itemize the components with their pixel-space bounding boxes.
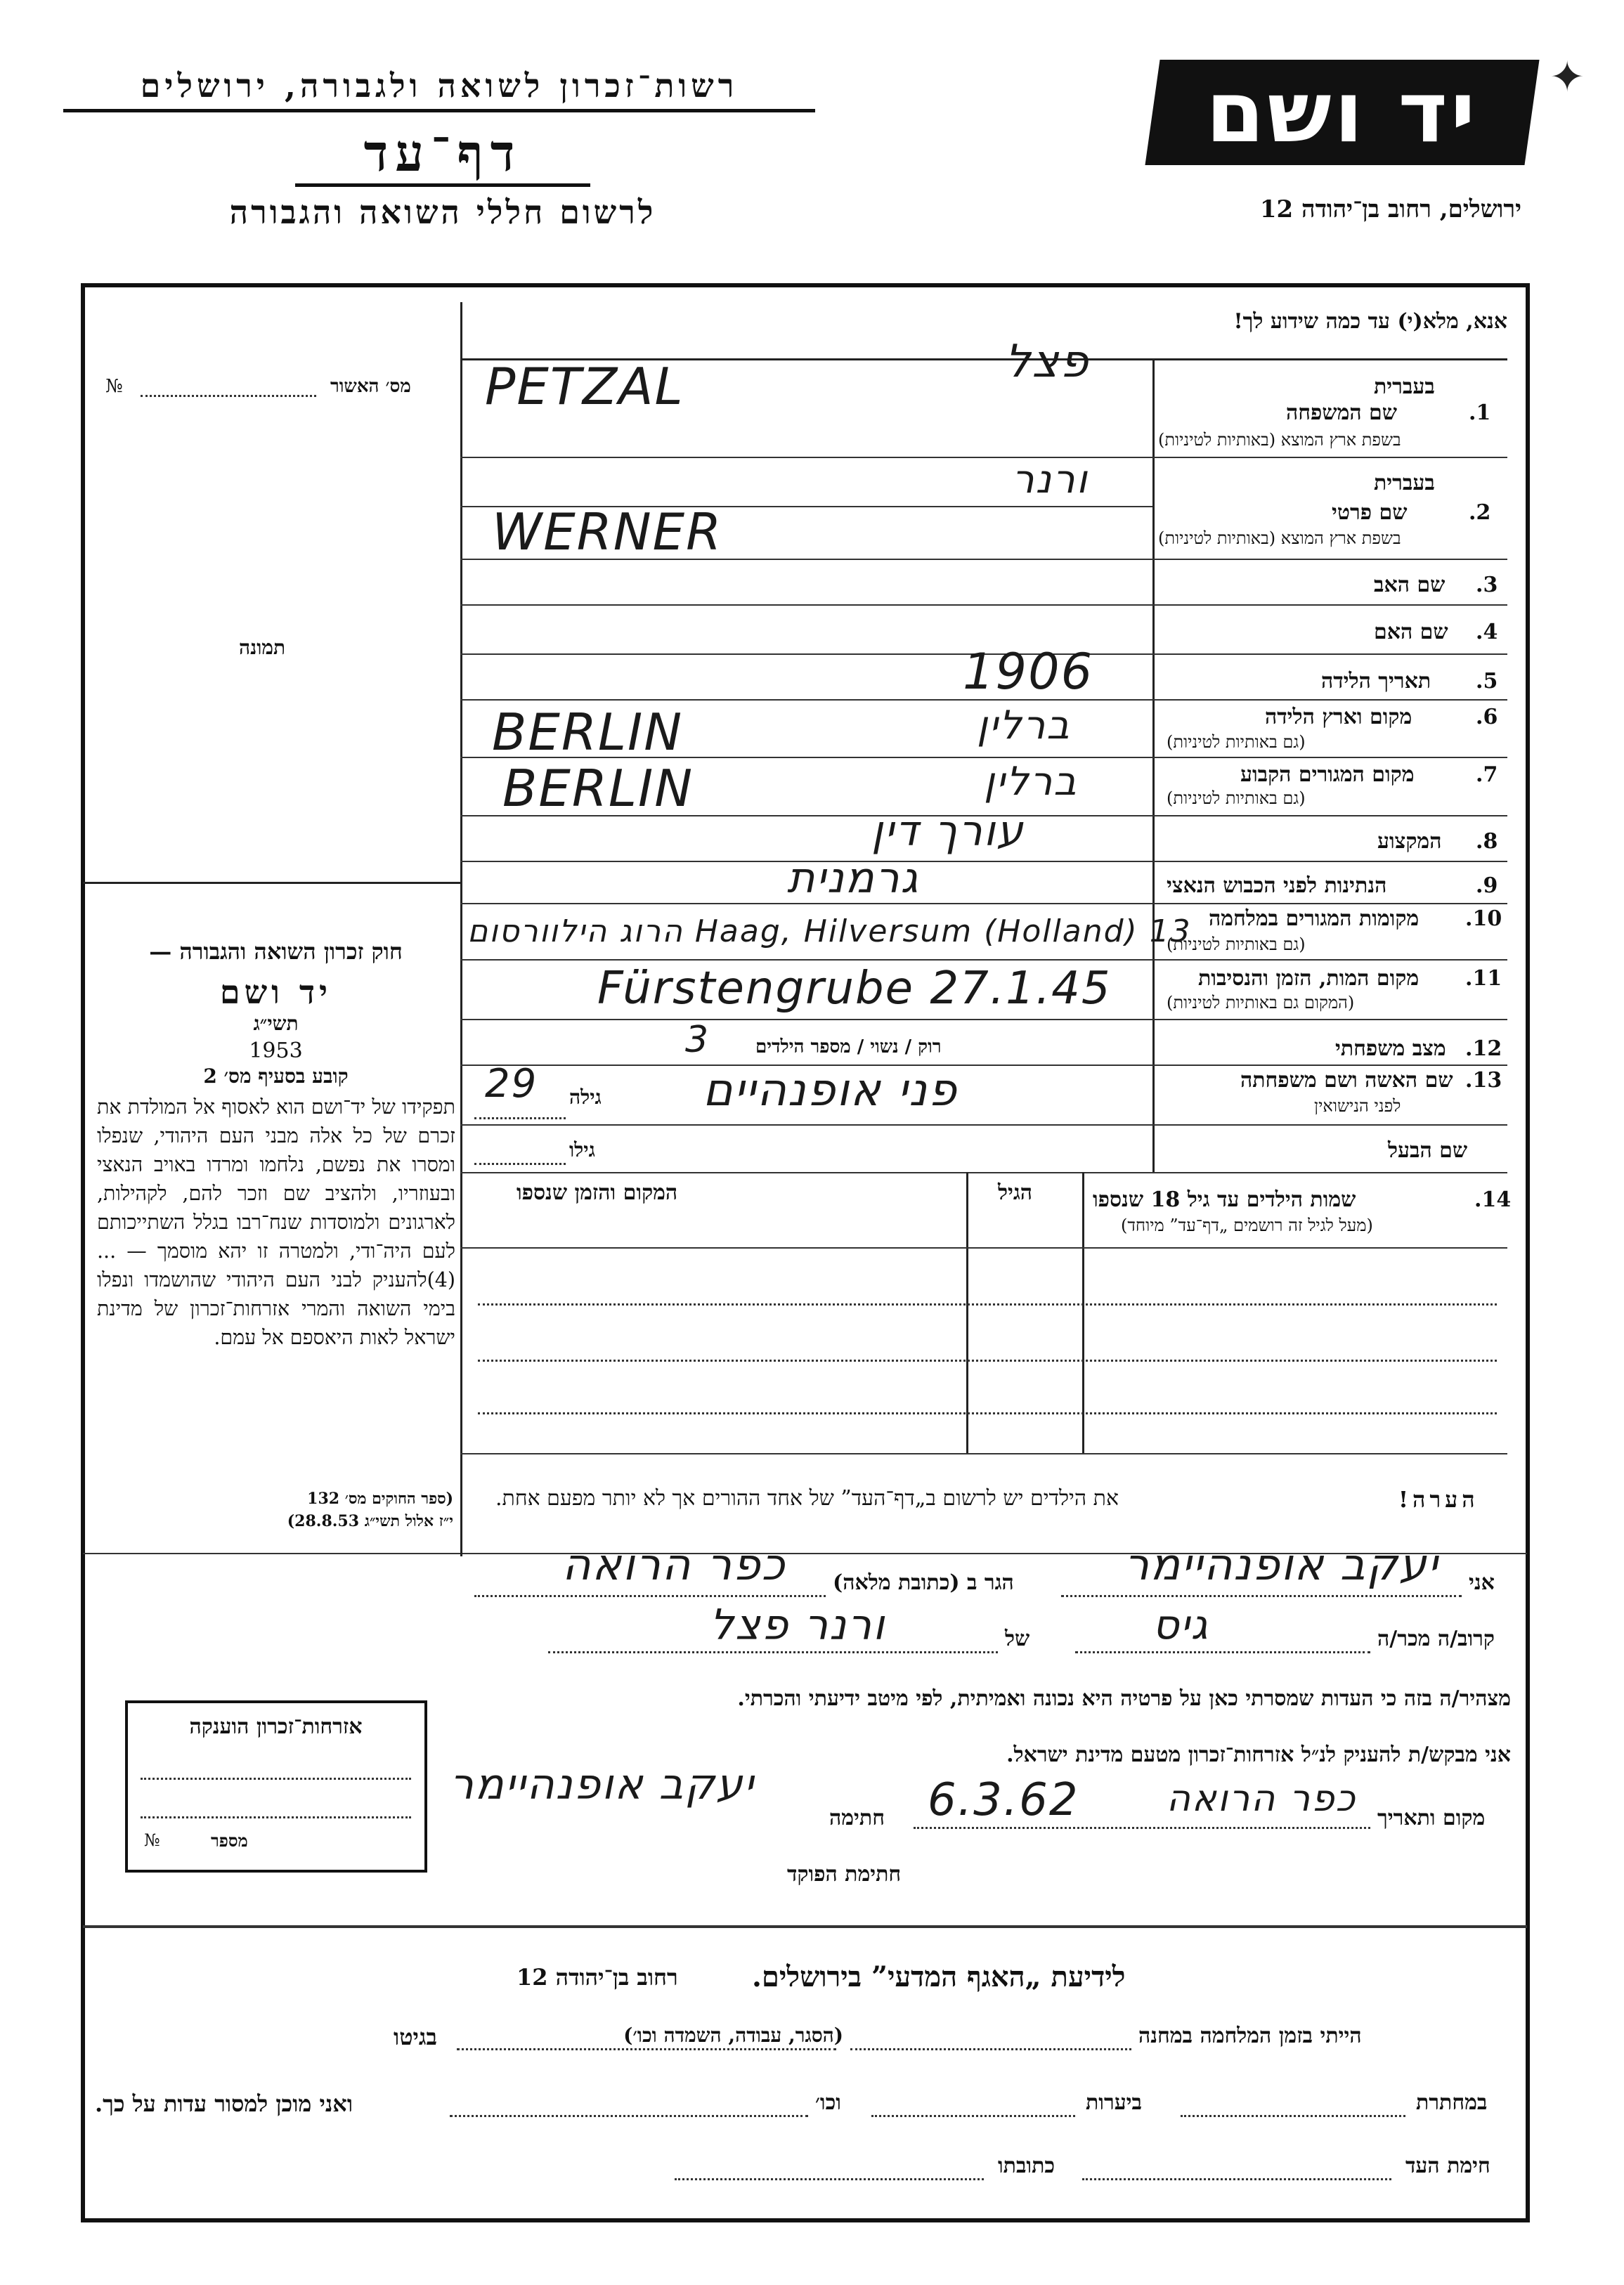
children-col-age: הגיל [998, 1180, 1033, 1205]
field-13-label: שם האשה ושם משפחתה [1240, 1068, 1453, 1093]
footer-line2-field-3[interactable] [450, 2115, 808, 2117]
field-6-hebrew-value[interactable]: ברלין [977, 703, 1071, 748]
children-col-divider-2 [966, 1172, 968, 1453]
declarant-i-value[interactable]: יעקב אופנהיימר [1124, 1539, 1439, 1590]
logo-corner-mark: ✦ [1550, 53, 1585, 102]
field-6-latin-value[interactable]: BERLIN [492, 703, 684, 762]
field-1-latin-value[interactable]: PETZAL [485, 357, 684, 416]
form-subtitle: לרשום חללי השואה והגבורה [229, 193, 656, 231]
field-9-value[interactable]: גרמנית [787, 854, 920, 903]
law-year: 1953 [249, 1039, 303, 1063]
children-header-line [460, 1247, 1507, 1249]
footer-line1-end: בגיטו [394, 2024, 437, 2050]
field-11-label: מקום המות, הזמן והנסיבות [1198, 966, 1420, 991]
footer-line1-start: הייתי בזמן המלחמה במחנה [1138, 2024, 1362, 2048]
footer-line2-d: ואני מוכן למסור עדות על כך. [95, 2090, 353, 2117]
children-row-1[interactable] [478, 1303, 1497, 1306]
declarant-relative-label: קרוב/ה מכר/ה [1377, 1627, 1495, 1651]
field-8-num: 8. [1476, 829, 1498, 854]
field-3-num: 3. [1476, 573, 1498, 597]
signature-label: חתימה [829, 1806, 885, 1830]
footer-line3-field-2[interactable] [675, 2178, 984, 2180]
husband-row-line [460, 1172, 1507, 1173]
date-value[interactable]: 6.3.62 [928, 1774, 1079, 1826]
declarant-i-line [1061, 1595, 1462, 1597]
footer-line1-field-1[interactable] [850, 2048, 1131, 2050]
org-line: רשות־זכרון לשואה ולגבורה, ירושלים [63, 67, 815, 112]
label-column-divider [1152, 358, 1155, 1173]
approval-input[interactable] [141, 395, 316, 397]
declarant-residing-line [474, 1595, 826, 1597]
field-13-row-line [460, 1124, 1507, 1126]
field-11-num: 11. [1465, 966, 1502, 991]
field-10-num: 10. [1465, 906, 1502, 931]
footer-top-line [83, 1925, 1527, 1928]
declarant-i-label: אני [1469, 1570, 1495, 1595]
official-sig-label: חתימת הפוקד [787, 1862, 902, 1887]
law-title: חוק זכרון השואה והגבורה — [149, 938, 403, 965]
footer-line3-a: חימת העד [1405, 2154, 1490, 2178]
field-11-sub: (המקום גם באותיות לטיניות) [1167, 993, 1355, 1013]
footer-title: לידיעת „האגף המדעי” בירושלים. [752, 1960, 1126, 1993]
law-name: יד ושם [219, 973, 332, 1011]
husband-age-label: גילו [569, 1138, 595, 1161]
field-2-sub: בשפת ארץ המוצא (באותיות לטיניות) [1158, 528, 1401, 548]
field-8-row-line [460, 861, 1507, 862]
signature-value[interactable]: יעקב אופנהיימר [450, 1760, 755, 1809]
declarant-of-line [548, 1651, 998, 1653]
field-3-label: שם האב [1374, 573, 1446, 597]
husband-age-line [474, 1163, 566, 1165]
field-7-label: מקום המגורים הקבוע [1240, 762, 1415, 787]
field-10-sub: (גם באותיות לטיניות) [1167, 935, 1306, 954]
declarant-relative-value[interactable]: גיס [1152, 1601, 1209, 1648]
children-bottom-line [460, 1453, 1507, 1454]
children-sub: (מעל לגיל זה רושמים „דף־עד” מיוחד) [1121, 1216, 1373, 1235]
field-2-hebrew-tag: בעברית [1374, 471, 1435, 495]
form-title: דף־עד [295, 123, 590, 187]
request-text: אני מבקש/ת להעניק לנ״ל אזרחות־זכרון מטעם מדינת ישראל. [1006, 1743, 1511, 1767]
footer-line1-mid: (הסגר, עבודה, השמדה וכו׳) [623, 2024, 843, 2047]
field-1-label: שם המשפחה [1286, 401, 1398, 425]
place-value[interactable]: כפר הרואה [1167, 1778, 1357, 1820]
field-13-age-line [474, 1117, 566, 1119]
approval-no-sign: № [105, 376, 123, 397]
field-9-num: 9. [1476, 873, 1498, 898]
field-1-sub: בשפת ארץ המוצא (באותיות לטיניות) [1158, 430, 1401, 450]
footer-address: רחוב בן־יהודה 12 [517, 1964, 678, 1991]
field-5-label: תאריך הלידה [1321, 669, 1431, 694]
address: ירושלים, רחוב בן־יהודה 12 [1259, 195, 1521, 223]
declarant-of-label: של [1005, 1627, 1030, 1651]
note-text: את הילדים יש לרשום ב„דף־העד” של אחד ההורים אך לא יותר מפעם אחת. [495, 1486, 1119, 1511]
field-1-row-line [460, 457, 1507, 458]
field-9-row-line [460, 903, 1507, 904]
field-13-age-value[interactable]: 29 [485, 1061, 538, 1107]
field-5-num: 5. [1476, 669, 1498, 694]
law-clause: קובע בסעיף מס׳ 2 [203, 1065, 349, 1088]
field-6-num: 6. [1476, 705, 1498, 729]
field-12-row-line [460, 1065, 1507, 1066]
citizenship-title: אזרחות־זכרון הוענקה [189, 1714, 363, 1739]
field-2-latin-value[interactable]: WERNER [492, 502, 723, 561]
field-2-hebrew-value[interactable]: ורנר [1012, 457, 1089, 502]
footer-line2-c: וכו׳ [815, 2090, 841, 2115]
citizenship-number-sign: № [144, 1830, 160, 1850]
field-1-hebrew-value[interactable]: פצל [1005, 336, 1090, 388]
field-13-age-label: גילה [569, 1086, 602, 1109]
law-citation-2: י״ז אלול תשי״ג 28.8.53) [287, 1512, 453, 1530]
footer-line2-a: במחתרת [1416, 2090, 1488, 2115]
photo-label: תמונה [239, 636, 286, 659]
children-label: שמות הילדים עד גיל 18 שנספו [1093, 1187, 1356, 1212]
field-4-num: 4. [1476, 620, 1498, 644]
field-13-value[interactable]: פני אופנהיים [703, 1065, 958, 1117]
law-year-heb: תשי״ג [253, 1012, 299, 1035]
children-row-2[interactable] [478, 1360, 1497, 1362]
place-date-line [914, 1827, 1370, 1829]
field-5-value[interactable]: 1906 [963, 643, 1094, 701]
field-8-value[interactable]: עורך דין [871, 807, 1025, 856]
field-7-sub: (גם באותיות לטיניות) [1167, 788, 1306, 808]
citizenship-line-2 [141, 1816, 411, 1818]
field-1-hebrew-tag: בעברית [1374, 375, 1435, 399]
yad-vashem-logo [1145, 60, 1539, 165]
field-11-row-line [460, 1019, 1507, 1020]
field-13-sub: לפני הנישואין [1314, 1096, 1401, 1116]
photo-bottom-rule [83, 882, 462, 884]
field-11-value[interactable]: Fürstengrube 27.1.45 [597, 963, 1112, 1015]
declarant-of-value[interactable]: ורנר פצל [710, 1601, 886, 1650]
field-7-num: 7. [1476, 762, 1498, 787]
declarant-relative-line [1075, 1651, 1370, 1653]
field-12-inline-label: רוק / נשוי / מספר הילדים [755, 1036, 942, 1057]
citizenship-number-label: מספר [211, 1830, 248, 1851]
field-7-latin-value[interactable]: BERLIN [502, 759, 694, 818]
note-left-border [460, 1454, 462, 1556]
children-col-divider-1 [1082, 1172, 1084, 1453]
declarant-residing-value[interactable]: כפר הרואה [562, 1539, 786, 1590]
field-8-label: המקצוע [1377, 829, 1442, 854]
footer-line2-field-1[interactable] [1181, 2115, 1405, 2117]
law-citation-1: (ספר החוקים מס׳ 132 [307, 1490, 453, 1508]
field-2-label: שם פרטי [1332, 500, 1408, 525]
children-row-3[interactable] [478, 1412, 1497, 1414]
field-4-label: שם האם [1374, 620, 1448, 644]
field-6-label: מקום וארץ הלידה [1265, 705, 1412, 729]
field-12-label: מצב משפחתי [1335, 1036, 1446, 1061]
field-10-row-line [460, 959, 1507, 961]
field-2-num: 2. [1469, 500, 1491, 525]
citizenship-line-1 [141, 1778, 411, 1780]
law-text: תפקידו של יד־ושם הוא לאסוף אל המולדת את זכרם של כל אלה מבני העם היהודי, שנפלו ומסרו את נפשם, נלחמו ומרדו באויב הנאצי ובעוזריו, ולהציב שם וזכר להם, לקהילות, לארגונים ולמוסדות שנח־רבו בגלל השתייכותם לעם היה־ודי, ולמטרה זו יהא מוסמך — ...(4)להעניק לבני העם היהודי שהושמדו ונפלו בימי השואה והמרי אזרחות־זכרון של מדינת ישראל לאות היאספם אל עמם. [97, 1095, 455, 1349]
children-num: 14. [1474, 1187, 1512, 1212]
footer-line2-b: ביערות [1086, 2090, 1143, 2115]
field-12-num: 12. [1465, 1036, 1502, 1061]
footer-line1-field-2[interactable] [457, 2048, 836, 2050]
field-12-value[interactable]: 3 [685, 1019, 710, 1061]
instruction: אנא, מלא(י) עד כמה שידוע לך! [1233, 309, 1507, 334]
approval-label: מס׳ האשור [330, 376, 411, 397]
declarant-residing-label: הגר ב (כתובת מלאה) [833, 1570, 1014, 1595]
left-column-divider [460, 302, 462, 1472]
field-6-sub: (גם באותיות לטיניות) [1167, 732, 1306, 752]
footer-line3-b: כתובתו [998, 2154, 1055, 2178]
husband-label: שם הבעל [1388, 1138, 1468, 1163]
field-10-label: מקומות המגורים במלחמה [1209, 906, 1420, 931]
place-date-label: מקום ותאריך [1377, 1806, 1486, 1830]
field-13-num: 13. [1465, 1068, 1502, 1093]
field-7-hebrew-value[interactable]: ברלין [984, 759, 1078, 805]
children-col-place: המקום והזמן שנספו [517, 1180, 678, 1205]
field-10-value[interactable]: Haag, Hilversum (Holland) 13 הרוג הילוורסום [467, 913, 1192, 949]
declaration-text: מצהיר/ה בזה כי העדות שמסרתי כאן על פרטיה היא נכונה ואמיתית, לפי מיטב ידיעתי והכרתי. [737, 1686, 1511, 1711]
field-1-num: 1. [1469, 401, 1491, 425]
footer-line3-field-1[interactable] [1082, 2178, 1391, 2180]
field-3-row-line [460, 604, 1507, 606]
footer-line2-field-2[interactable] [871, 2115, 1075, 2117]
field-9-label: הנתינות לפני הכבוש הנאצי [1167, 873, 1387, 898]
note-label: הערה! [1398, 1486, 1479, 1513]
logo-text: יד ושם [1206, 63, 1479, 162]
